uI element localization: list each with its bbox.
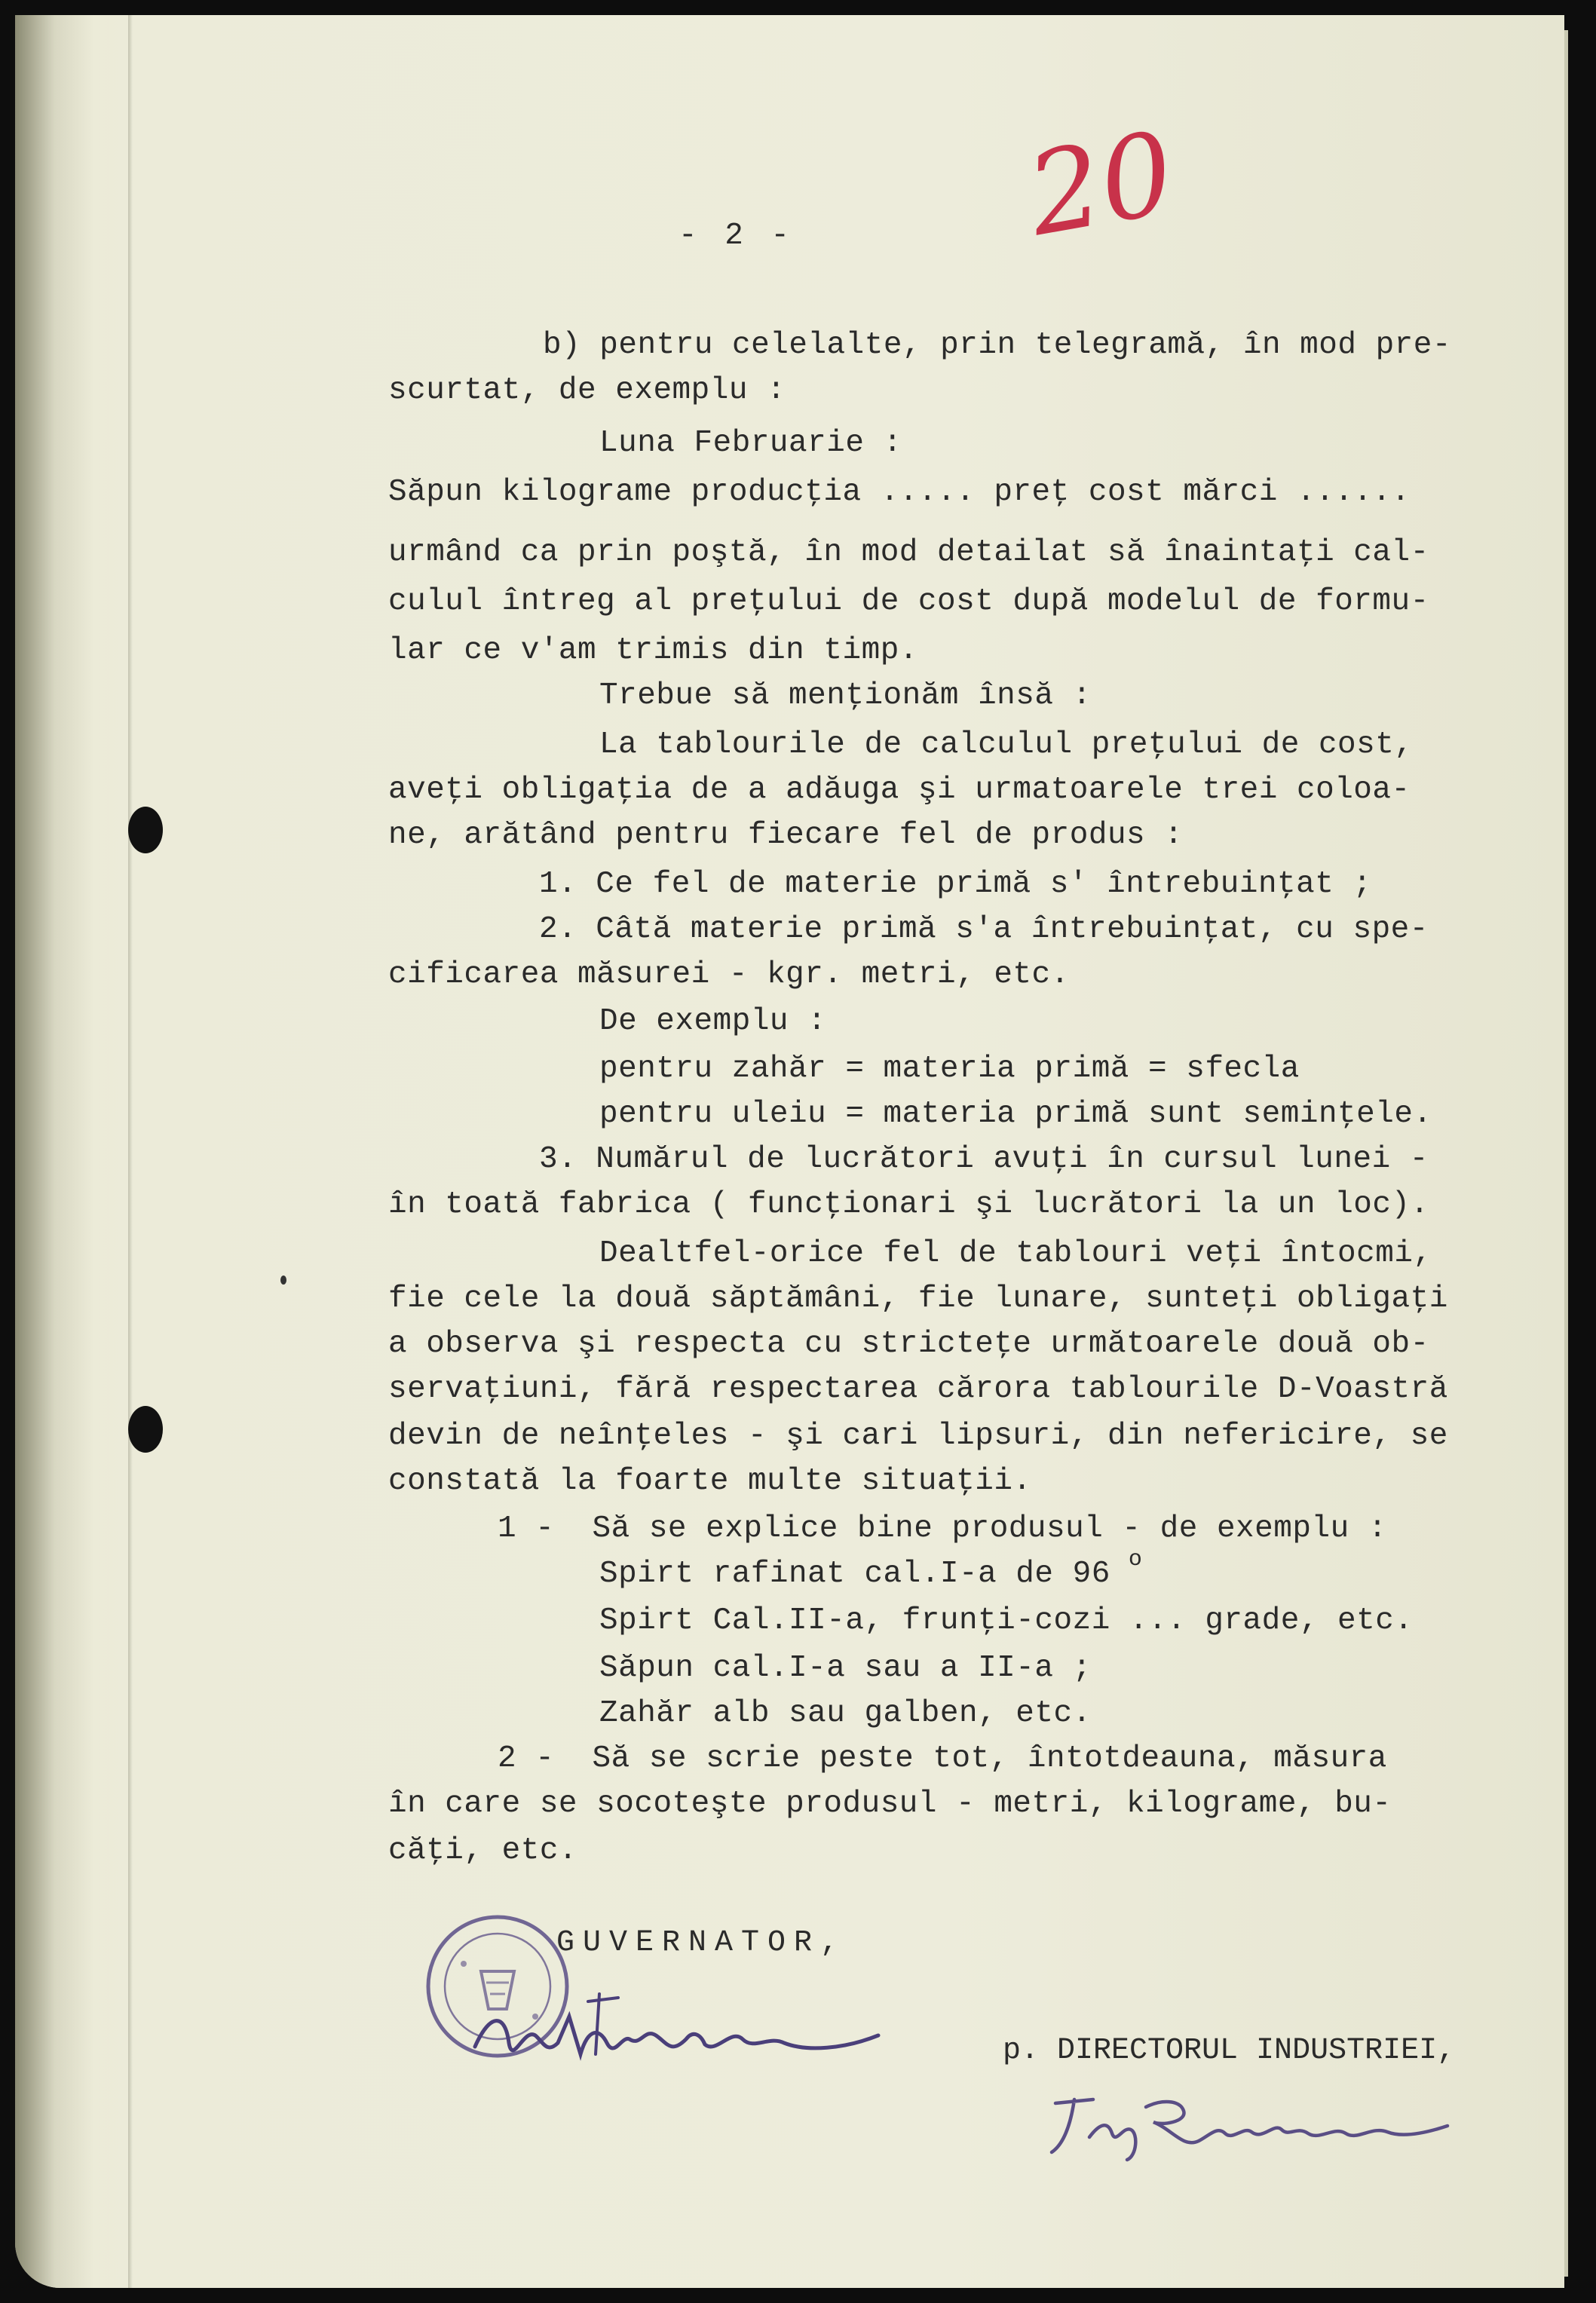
text-line: Trebue să menţionăm însă : [599,678,1092,713]
folio-number: 20 [1019,107,1184,262]
text-line: pentru zahăr = materia primă = sfecla [599,1052,1300,1086]
text-line: cificarea măsurei - kgr. metri, etc. [388,957,1070,992]
text-line: 1 - Să se explice bine produsul - de exemplu : [498,1511,1387,1546]
text-line: în toată fabrica ( funcţionari şi lucrători la un loc). [388,1187,1429,1222]
text-line: aveţi obligaţia de a adăuga şi urmatoarele trei coloa- [388,773,1411,807]
text-line: a observa şi respecta cu stricteţe următoarele două ob- [388,1327,1429,1361]
text-line: 3. Numărul de lucrători avuţi în cursul lunei - [539,1142,1429,1177]
text-line: devin de neînţeles - şi cari lipsuri, din nefericire, se [388,1419,1448,1453]
text-line: b) pentru celelalte, prin telegramă, în mod pre- [543,328,1451,363]
text-line: constată la foarte multe situaţii. [388,1464,1032,1499]
text-line: Luna Februarie : [599,426,902,461]
director-title: p. DIRECTORUL INDUSTRIEI, [1003,2034,1456,2068]
text-line: 2. Câtă materie primă s'a întrebuinţat, cu spe- [539,912,1429,947]
document-page [15,15,1564,2288]
text-line: căţi, etc. [388,1833,578,1868]
degree-symbol: o [1128,1547,1143,1573]
text-line: 1. Ce fel de materie primă s' întrebuinţat ; [539,867,1372,902]
text-line-content: Spirt rafinat cal.I-a de 96 [599,1557,1110,1591]
text-line: Dealtfel-orice fel de tablouri veţi întocmi, [599,1236,1432,1271]
text-line: De exemplu : [599,1004,827,1039]
governor-title: GUVERNATOR, [556,1926,847,1960]
text-line: Săpun kilograme producţia ..... preţ cost mărci ...... [388,475,1411,510]
director-signature [1048,2081,1455,2164]
text-line: Săpun cal.I-a sau a II-a ; [599,1651,1092,1686]
text-line: lar ce v'am trimis din timp. [388,633,918,668]
text-line: servaţiuni, fără respectarea cărora tablourile D-Voastră [388,1372,1448,1407]
text-line: fie cele la două săptămâni, fie lunare, sunteţi obligaţi [388,1282,1448,1316]
text-line: scurtat, de exemplu : [388,373,786,408]
text-line: pentru uleiu = materia primă sunt seminţele. [599,1097,1432,1132]
text-line: ne, arătând pentru fiecare fel de produs : [388,818,1184,853]
text-line [599,1547,1143,1592]
text-line: Zahăr alb sau galben, etc. [599,1696,1092,1731]
text-line: Spirt Cal.II-a, frunţi-cozi ... grade, etc. [599,1603,1414,1638]
text-line: 2 - Să se scrie peste tot, întotdeauna, măsura [498,1741,1387,1776]
text-line: La tablourile de calculul preţului de cost, [599,727,1414,762]
governor-signature [467,1983,890,2073]
text-line: culul întreg al preţului de cost după modelul de formu- [388,584,1429,619]
page-number: - 2 - [679,219,795,253]
text-line: în care se socoteşte produsul - metri, kilograme, bu- [388,1787,1392,1821]
text-line: urmând ca prin poştă, în mod detailat să înaintaţi cal- [388,535,1429,570]
